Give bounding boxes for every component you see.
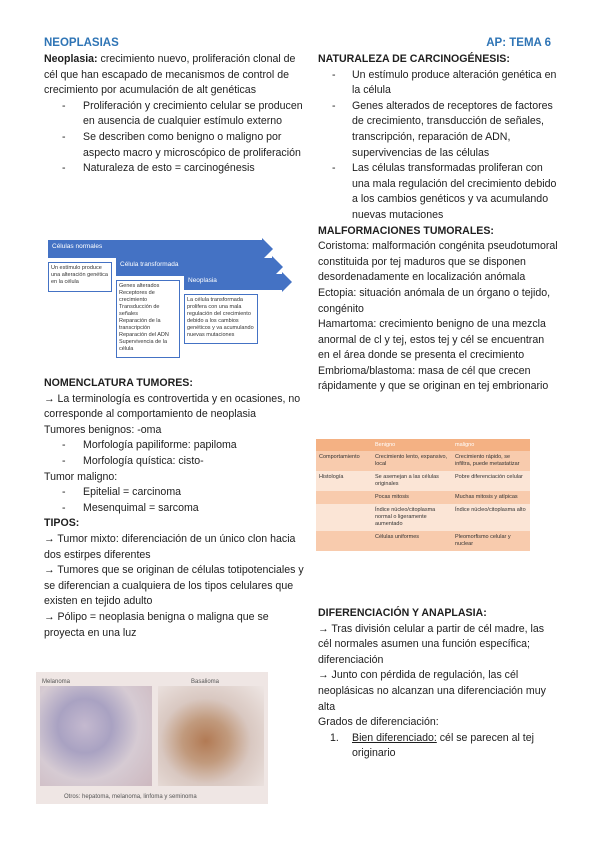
image-caption: Otros: hepatoma, melanoma, linfoma y seminoma [64, 794, 197, 800]
melanoma-micrograph [40, 686, 152, 786]
list-item: - Las células transformadas proliferan con una mala regulación del crecimiento debido a los cambios genéticos y va acumulando nuevas mutaciones [318, 161, 558, 223]
stage-normal-cells: Células normales [48, 240, 262, 258]
table-row: Comportamiento Crecimiento lento, expansivo, local Crecimiento rápido, se infiltra, puede metastatizar [316, 451, 530, 471]
list-item: - Proliferación y crecimiento celular se producen en ausencia de cualquier estímulo externo [44, 99, 304, 130]
proliferation-box: La célula transformada prolifera con una mala regulación del crecimiento debido a los cambios genéticos y va acumulando nuevas mutaciones [184, 294, 258, 344]
differentiation-section: DIFERENCIACIÓN Y ANAPLASIA: → Tras división celular a partir de cél madre, las cél normales asumen una función específica; diferenciación → Junto con pérdida de regulación, las cél neoplásicas no alcanzan una diferenciación muy alta Grados de diferenciación: 1. Bien diferenciado: cél se parecen al tej originario [318, 606, 558, 762]
list-item: - Naturaleza de esto = carcinogénesis [44, 161, 304, 177]
carcinogenesis-diagram [44, 238, 284, 358]
left-column [44, 52, 304, 177]
genes-box: Genes alterados Receptores de crecimiento Transducción de señales Reparación de la transcripción Reparación del ADN Supervivencia de la célula [116, 280, 180, 358]
table-row: Histología Se asemejan a las células originales Pobre diferenciación celular [316, 471, 530, 491]
list-item: - Genes alterados de receptores de factores de crecimiento, transducción de señales, transcripción, reparación de ADN, supervivencias de las células [318, 99, 558, 161]
stimulus-box: Un estímulo produce una alteración genética en la célula [48, 262, 112, 292]
list-item: - Mesenquimal = sarcoma [44, 501, 306, 517]
neoplasia-definition: Neoplasia: crecimiento nuevo, proliferación clonal de cél que han escapado de mecanismos de control de crecimiento por acumulación de alt genéticas [44, 53, 296, 97]
table-row: Índice núcleo/citoplasma normal o ligeramente aumentado Índice núcleo/citoplasma alto [316, 504, 530, 531]
section-title: DIFERENCIACIÓN Y ANAPLASIA: [318, 607, 487, 619]
section-title: NOMENCLATURA TUMORES: [44, 377, 193, 389]
list-item: Ectopia: situación anómala de un órgano o tejido, congénito [318, 286, 551, 315]
section-title: MALFORMACIONES TUMORALES: [318, 224, 494, 237]
table-row: Pocas mitosis Muchas mitosis y atípicas [316, 491, 530, 504]
list-item: Embrioma/blastoma: masa de cél que crecen rápidamente y que se originan en tej embrionario [318, 364, 549, 393]
list-item: Coristoma: malformación congénita pseudotumoral constituida por tej maduros que se disponen desordenadamente en localización anómala [318, 240, 558, 284]
histology-image: Melanoma Basalioma Otros: hepatoma, melanoma, linfoma y seminoma [36, 672, 268, 804]
section-title: NATURALEZA DE CARCINOGÉNESIS: [318, 53, 510, 65]
benign-vs-malignant-table [316, 439, 530, 551]
list-item: - Se describen como benigno o maligno por aspecto macro y microscópico de proliferación [44, 130, 304, 161]
stage-neoplasia: Neoplasia [184, 274, 282, 290]
arrow-icon [282, 272, 292, 292]
list-item: - Morfología papiliforme: papiloma [44, 438, 306, 454]
list-item: 1. Bien diferenciado: cél se parecen al tej originario [330, 731, 534, 760]
header-title: NEOPLASIAS [44, 37, 119, 49]
header-topic: AP: TEMA 6 [486, 37, 551, 49]
nomenclature-section: NOMENCLATURA TUMORES: → La terminología es controvertida y en ocasiones, no corresponde al comportamiento de neoplasia Tumores benignos: -oma - Morfología papiliforme: papiloma - Morfología quística: cisto- Tumor maligno: - Epitelial = carcinoma - Mesenquimal = sarcoma TIPOS: → Tumor mixto: diferenciación de un único clon hacia dos estirpes diferentes → Tumores que se originan de células totipotenciales y se diferencian a cualquiera de los tipos celulares que existen en tejido adulto → Pólipo = neoplasia benigna o maligna que se proyecta en una luz [44, 376, 306, 641]
list-item: Hamartoma: crecimiento benigno de una mezcla anormal de cl y tej, estos tej y cél se encuentran en el área donde se presenta el crecimiento [318, 318, 546, 362]
stage-transformed-cell: Célula transformada [116, 258, 272, 276]
right-column [318, 52, 558, 395]
list-item: - Un estímulo produce alteración genética en la célula [318, 68, 558, 99]
list-item: - Epitelial = carcinoma [44, 485, 306, 501]
list-item: - Morfología quística: cisto- [44, 454, 306, 470]
basalioma-micrograph [158, 686, 264, 786]
table-row: Células uniformes Pleomorfismo celular y nuclear [316, 531, 530, 551]
table-header-row: Benigno maligno [316, 439, 530, 451]
section-title: TIPOS: [44, 517, 80, 530]
